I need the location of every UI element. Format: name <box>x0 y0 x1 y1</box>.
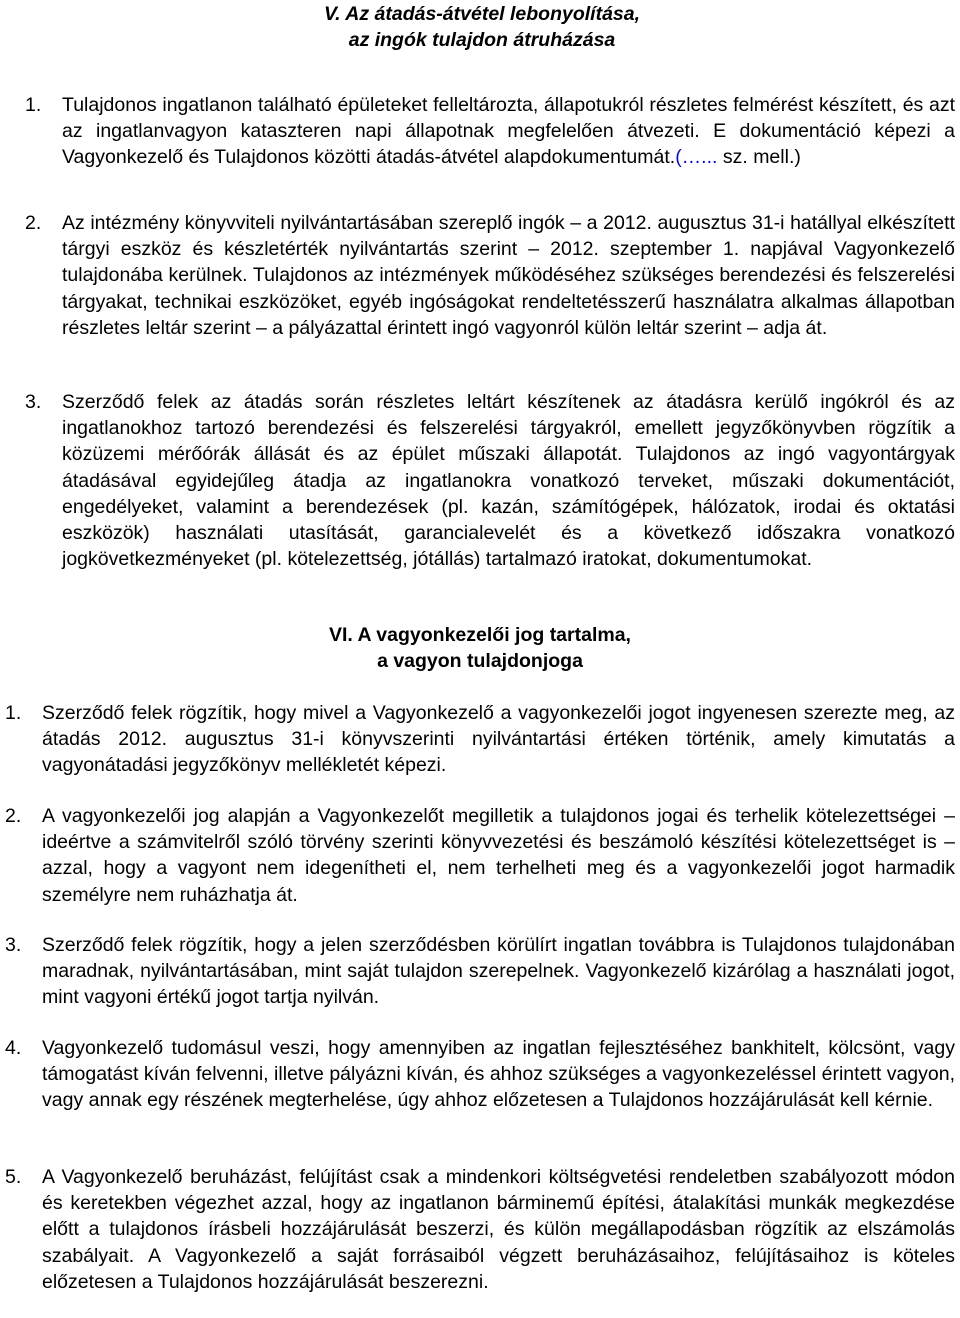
s5-item-3-text: Szerződő felek az átadás során részletes leltárt készítenek az átadásra kerülő ingókról és az ingatlanokhoz tartozó berendezési és felszerelési tárgyakról, emellett jegyzőkönyvben rögzítik a közüzemi mérőórák állását és az épület műszaki állapotát. Tulajdonos az ingó vagyontárgyak átadásával egyidejűleg átadja az ingatlanokra vonatkozó terveket, műszaki dokumentációt, engedélyeket, valamint a berendezések (pl. kazán, számítógépek, hálózatok, irodai és oktatási eszközök) használati utasítását, garancialevelét és a következő időszakra vonatkozó jogkövetkezményeket (pl. kötelezettség, jótállás) tartalmazó iratokat, dokumentumokat. <box>62 391 955 571</box>
section-5-title-line-2: az ingók tulajdon átruházása <box>348 29 616 51</box>
s6-item-3-text: Szerződő felek rögzítik, hogy a jelen szerződésben körülírt ingatlan továbbra is Tulajdonos tulajdonában maradnak, nyilvántartásában, mint saját tulajdon szerepelnek. Vagyonkezelő kizárólag a használati jogot, mint vagyoni értékű jogot tartja nyilván. <box>42 934 955 1009</box>
s6-item-2-text: A vagyonkezelői jog alapján a Vagyonkezelőt megilletik a tulajdonos jogai és terhelik kötelezettségei – ideértve a számvitelről szóló törvény szerinti könyvvezetési és beszámoló készítési kötelezettséget is – azzal, hogy a vagyont nem idegenítheti el, nem terhelheti meg és a vagyonkezelői jogot harmadik személyre nem ruházhatja át. <box>42 805 955 906</box>
s5-item-2-body: Az intézmény könyvviteli nyilvántartásában szereplő ingók – a 2012. augusztus 31-i hatállyal elkészített tárgyi eszköz és készletérték nyilvántartás szerint – 2012. szeptember 1. napjával Vagyonkezelő tulajdonába kerülnek. Tulajdonos az intézmények működéséhez szükséges berendezési és felszerelési tárgyakat, technikai eszközöket, egyéb ingóságokat rendeltetésszerű használatra alkalmas állapotban részletes leltár szerint – a pályázattal érintett ingó vagyonról külön leltár szerint – adja át. <box>62 212 955 339</box>
section-5-title-line-1: V. Az átadás-átvétel lebonyolítása, <box>323 3 641 25</box>
section-5-heading <box>282 1 682 53</box>
s5-item-1-text <box>62 92 955 171</box>
s6-item-2-number: 2. <box>5 805 22 827</box>
s5-item-1-number: 1. <box>25 94 42 116</box>
s5-item-1-reference-suffix: sz. mell.) <box>717 146 801 169</box>
s6-item-5-number: 5. <box>5 1166 22 1188</box>
s6-item-4-number: 4. <box>5 1037 22 1059</box>
s5-item-3-number: 3. <box>25 391 42 413</box>
s6-item-5-text: A Vagyonkezelő beruházást, felújítást csak a mindenkori költségvetési rendeletben szabályozott módon és keretekben végezhet azzal, hogy az ingatlanon bárminemű építési, átalakítási munkák megkezdése előtt a tulajdonos írásbeli hozzájárulását beszerzi, és külön megállapodásban rögzítik az elszámolás szabályait. A Vagyonkezelő a saját forrásaiból végzett beruházásaihoz, felújításaihoz is köteles előzetesen a Tulajdonos hozzájárulását beszerezni. <box>42 1166 955 1293</box>
s6-item-1-text: Szerződő felek rögzítik, hogy mivel a Vagyonkezelő a vagyonkezelői jogot ingyenesen szerezte meg, az átadás 2012. augusztus 31-i könyvszerinti nyilvántartási értéken történik, amely kimutatás a vagyonátadási jegyzőkönyv mellékletét képezi. <box>42 702 955 777</box>
section-6-heading <box>240 622 720 674</box>
s5-item-1-reference-placeholder: (…... <box>675 146 718 169</box>
s5-item-1-body: Tulajdonos ingatlanon található épületeket felleltározta, állapotukról részletes felmérést készített, és azt az ingatlanvagyon kataszteren napi állapotnak megfelelően átvezeti. E dokumentáció képezi a Vagyonkezelő és Tulajdonos közötti átadás-átvétel alapdokumentumát. <box>62 94 955 169</box>
s6-item-1-number: 1. <box>5 702 22 724</box>
section-6-title-line-2: a vagyon tulajdonjoga <box>377 650 583 672</box>
s6-item-3-number: 3. <box>5 934 22 956</box>
s6-item-4-text: Vagyonkezelő tudomásul veszi, hogy amennyiben az ingatlan fejlesztéséhez bankhitelt, kölcsönt, vagy támogatást kíván felvenni, illetve pályázni kíván, és ahhoz szükséges a vagyonkezeléssel érintett vagyon, vagy annak egy részének megterhelése, úgy ahhoz előzetesen a Tulajdonos hozzájárulását kell kérnie. <box>42 1037 955 1112</box>
s5-item-2-text <box>62 210 955 341</box>
section-6-title-line-1: VI. A vagyonkezelői jog tartalma, <box>329 624 631 646</box>
s5-item-2-number: 2. <box>25 212 42 234</box>
